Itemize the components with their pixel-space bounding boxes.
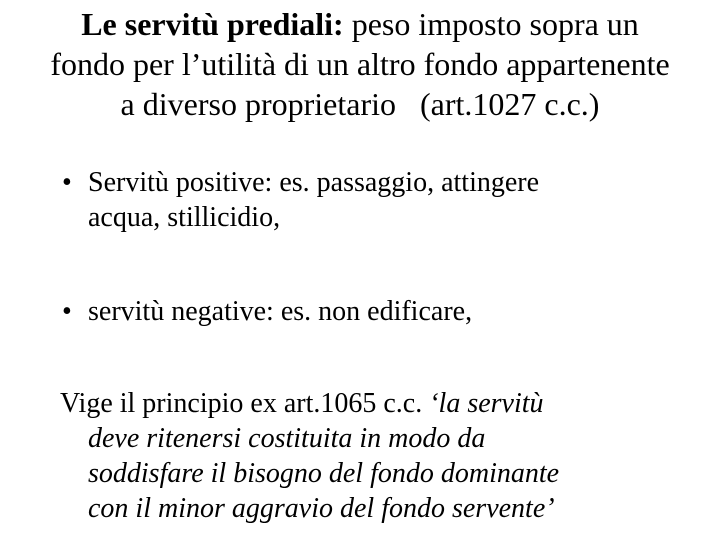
principle-line-1 [60,386,710,421]
bullet-negative [62,294,712,329]
bullet-text [88,165,712,235]
principle-line-4 [60,491,710,526]
title-line-1 [81,6,639,42]
bullet-line-2: acqua, stillicidio, [88,202,281,233]
quote-line-3: soddisfare il bisogno del fondo dominante [88,458,560,489]
principle-line-3 [60,456,710,491]
principle-intro: Vige il principio ex art.1065 c.c. [60,388,430,419]
bullet-text: servitù negative: es. non edificare, [88,296,473,327]
quote-line-4: con il minor aggravio del fondo servente’ [88,493,555,524]
title-line-1-rest: peso imposto sopra un [343,6,639,42]
bullet-positive [62,165,712,235]
title-line-3: a diverso proprietario (art.1027 c.c.) [120,86,600,122]
bullet-dot: • [62,296,72,327]
slide-title [0,4,720,124]
quote-start: ‘la servitù [429,388,544,419]
title-bold: Le servitù prediali: [81,6,344,42]
bullet-dot: • [62,167,72,198]
bullet-line-1: Servitù positive: es. passaggio, attingere [88,167,540,198]
principle-paragraph [60,386,710,526]
title-line-2: fondo per l’utilità di un altro fondo appartenente [50,46,670,82]
quote-line-2: deve ritenersi costituita in modo da [88,423,486,454]
principle-line-2 [60,421,710,456]
